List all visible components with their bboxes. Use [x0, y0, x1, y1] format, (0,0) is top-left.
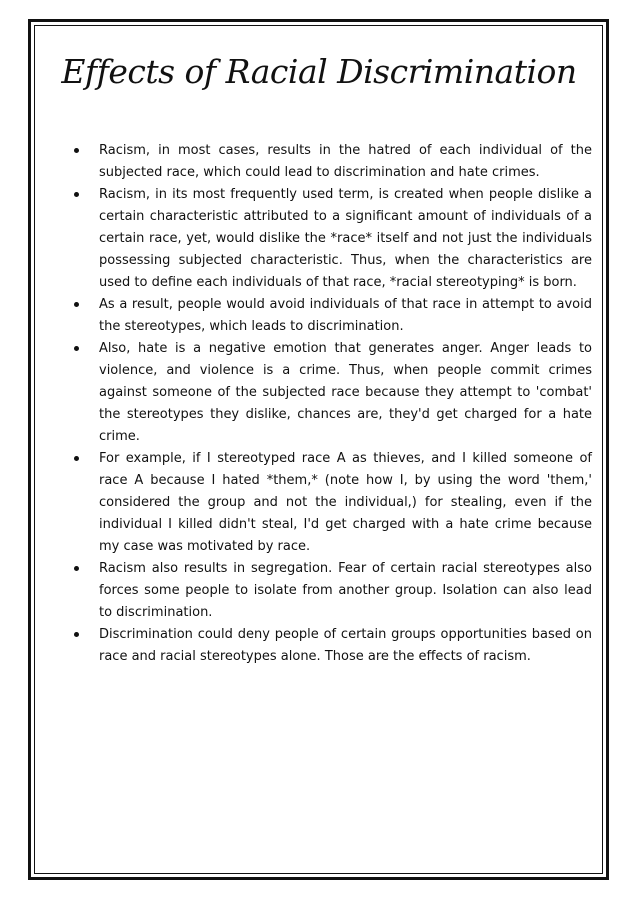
bullet-text: Racism, in its most frequently used term, is created when people dislike a certain characteristic attributed to a significant amount of individuals of a certain race, yet, would dislike the *race* itself and not just the individuals possessing subjected characteristic. Thus, when the characteristics are used to define each individuals of that race, *racial stereotyping* is born.: [99, 187, 592, 290]
bullet-text: As a result, people would avoid individuals of that race in attempt to avoid the stereotypes, which leads to discrimination.: [99, 297, 592, 334]
bullet-text: Discrimination could deny people of certain groups opportunities based on race and racial stereotypes alone. Those are the effects of racism.: [99, 627, 592, 664]
bullet-icon: [74, 148, 79, 153]
list-item: [72, 448, 592, 558]
bullet-icon: [74, 192, 79, 197]
list-item: [72, 558, 592, 624]
page-title: Effects of Racial Discrimination: [61, 52, 577, 91]
list-item: [72, 140, 592, 184]
bullet-text: Racism, in most cases, results in the hatred of each individual of the subjected race, which could lead to discrimination and hate crimes.: [99, 143, 592, 180]
list-item: [72, 624, 592, 668]
list-item: [72, 184, 592, 294]
list-item: [72, 338, 592, 448]
bullet-text: Racism also results in segregation. Fear of certain racial stereotypes also forces some people to isolate from another group. Isolation can also lead to discrimination.: [99, 561, 592, 620]
bullet-icon: [74, 456, 79, 461]
bullet-icon: [74, 346, 79, 351]
bullet-icon: [74, 632, 79, 637]
bullet-text: For example, if I stereotyped race A as thieves, and I killed someone of race A because I hated *them,* (note how I, by using the word 'them,' considered the group and not the individual,) for stealing, even if the individual I killed didn't steal, I'd get charged with a hate crime because my case was motivated by race.: [99, 451, 592, 554]
bullet-icon: [74, 566, 79, 571]
list-item: [72, 294, 592, 338]
bullet-list: [72, 140, 592, 668]
bullet-icon: [74, 302, 79, 307]
bullet-text: Also, hate is a negative emotion that generates anger. Anger leads to violence, and violence is a crime. Thus, when people commit crimes against someone of the subjected race because they attempt to 'combat' the stereotypes they dislike, chances are, they'd get charged for a hate crime.: [99, 341, 592, 444]
